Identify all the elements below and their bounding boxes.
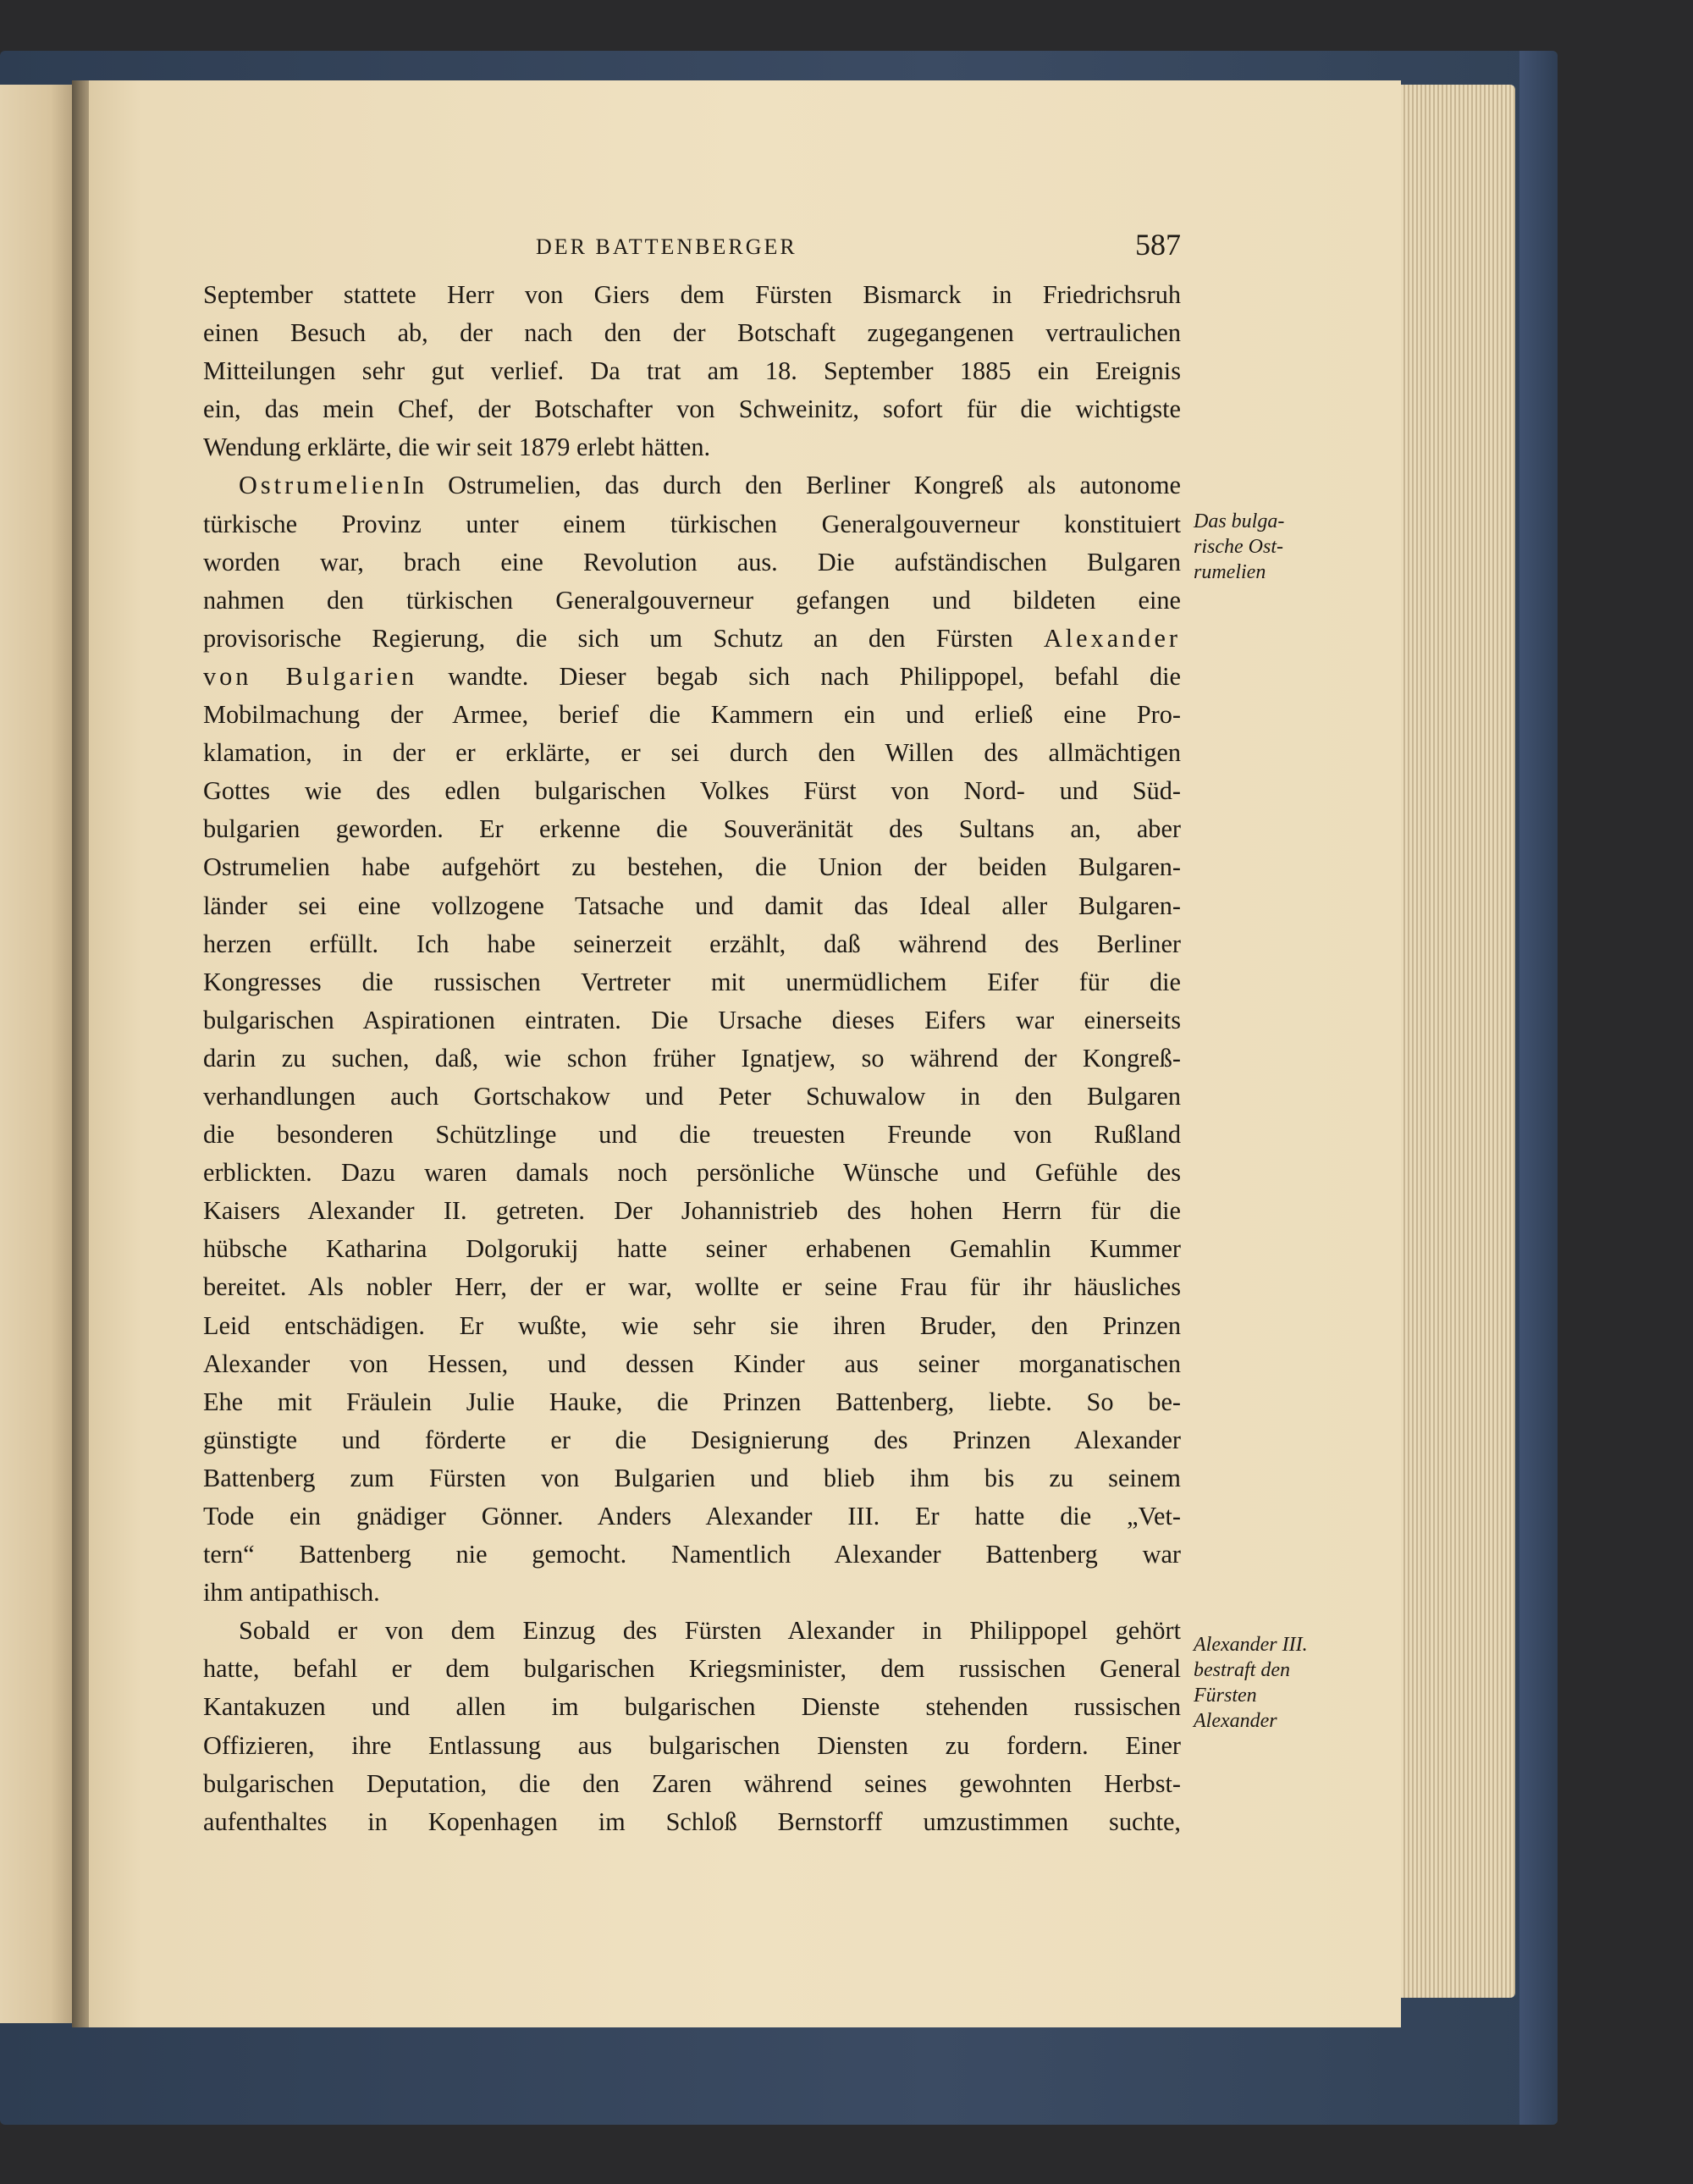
- margin-note-line: Alexander: [1194, 1710, 1277, 1732]
- line-rest: wandte. Dieser begab sich nach Philippopel, befahl die: [417, 661, 1181, 691]
- text-line: bulgarischen Aspirationen eintraten. Die Ursache dieses Eifers war einerseits: [203, 1005, 1181, 1034]
- text-line-ostrumelien: [203, 466, 1181, 505]
- margin-note-line: rumelien: [1194, 561, 1266, 583]
- line-rest: provisorische Regierung, die sich um Schutz an den Fürsten: [203, 623, 1044, 653]
- text-line-alexander: [203, 620, 1181, 658]
- text-line: günstigte und förderte er die Designierung des Prinzen Alexander: [203, 1425, 1181, 1454]
- text-line: Ehe mit Fräulein Julie Hauke, die Prinzen Battenberg, liebte. So be-: [203, 1387, 1181, 1416]
- left-page-edge: [0, 85, 72, 2023]
- running-head: DER BATTENBERGER: [536, 234, 797, 259]
- text-line: hatte, befahl er dem bulgarischen Kriegsminister, dem russischen General: [203, 1654, 1181, 1684]
- page-header: [203, 227, 1181, 269]
- margin-note-line: Alexander III.: [1194, 1634, 1308, 1656]
- text-line: länder sei eine vollzogene Tatsache und damit das Ideal aller Bulgaren-: [203, 891, 1181, 920]
- margin-note-line: rische Ost-: [1194, 536, 1283, 558]
- text-line-von-bulgarien: [203, 658, 1181, 696]
- text-line: Gottes wie des edlen bulgarischen Volkes Fürst von Nord- und Süd-: [203, 776, 1181, 806]
- text-line: türkische Provinz unter einem türkischen Generalgouverneur konstituiert: [203, 509, 1181, 538]
- text-line: verhandlungen auch Gortschakow und Peter Schuwalow in den Bulgaren: [203, 1081, 1181, 1111]
- text-line: worden war, brach eine Revolution aus. Die aufständischen Bulgaren: [203, 547, 1181, 576]
- text-line: Ostrumelien habe aufgehört zu bestehen, die Union der beiden Bulgaren-: [203, 852, 1181, 882]
- page-number: 587: [1135, 228, 1181, 262]
- margin-note-line: bestraft den: [1194, 1659, 1290, 1681]
- text-line: Kantakuzen und allen im bulgarischen Dienste stehenden russischen: [203, 1692, 1181, 1722]
- text-line: klamation, in der er erklärte, er sei durch den Willen des allmächtigen: [203, 738, 1181, 768]
- text-line: bulgarischen Deputation, die den Zaren während seines gewohnten Herbst-: [203, 1768, 1181, 1798]
- text-line: hübsche Katharina Dolgorukij hatte seiner erhabenen Gemahlin Kummer: [203, 1234, 1181, 1264]
- text-line: herzen erfüllt. Ich habe seinerzeit erzählt, daß während des Berliner: [203, 929, 1181, 958]
- text-line: Mitteilungen sehr gut verlief. Da trat am 18. September 1885 ein Ereignis: [203, 356, 1181, 386]
- text-line: Alexander von Hessen, und dessen Kinder aus seiner morganatischen: [203, 1348, 1181, 1378]
- text-line: aufenthaltes in Kopenhagen im Schloß Bernstorff umzustimmen suchte,: [203, 1806, 1181, 1836]
- spaced-word-von-bulgarien: von Bulgarien: [203, 661, 418, 691]
- text-line: Tode ein gnädiger Gönner. Anders Alexander III. Er hatte die „Vet-: [203, 1502, 1181, 1530]
- text-line: Kongresses die russischen Vertreter mit unermüdlichem Eifer für die: [203, 967, 1181, 996]
- text-line: Leid entschädigen. Er wußte, wie sehr sie ihren Bruder, den Prinzen: [203, 1310, 1181, 1340]
- text-line: Kaisers Alexander II. getreten. Der Johannistrieb des hohen Herrn für die: [203, 1196, 1181, 1226]
- spaced-word-alexander: Alexander: [1043, 623, 1181, 653]
- text-line: Wendung erklärte, die wir seit 1879 erlebt hätten.: [203, 433, 711, 462]
- text-line: ihm antipathisch.: [203, 1578, 380, 1608]
- text-line: darin zu suchen, daß, wie schon früher Ignatjew, so während der Kongreß-: [203, 1043, 1181, 1073]
- text-line: einen Besuch ab, der nach den der Botschaft zugegangenen vertraulichen: [203, 318, 1181, 348]
- text-line: ein, das mein Chef, der Botschafter von Schweinitz, sofort für die wichtigste: [203, 394, 1181, 424]
- margin-note-line: Das bulga-: [1194, 510, 1285, 532]
- margin-note-ostrumelien: [1194, 509, 1363, 585]
- text-line: bulgarien geworden. Er erkenne die Souveränität des Sultans an, aber: [203, 814, 1181, 844]
- spaced-word-ostrumelien: Ostrumelien: [239, 471, 403, 500]
- text-line: bereitet. Als nobler Herr, der er war, wollte er seine Frau für ihr häusliches: [203, 1272, 1181, 1302]
- line-rest: In Ostrumelien, das durch den Berliner Kongreß als autonome: [402, 471, 1181, 500]
- margin-note-alexander-iii: [1194, 1632, 1363, 1734]
- margin-note-line: Fürsten: [1194, 1685, 1257, 1707]
- text-line: die besonderen Schützlinge und die treuesten Freunde von Rußland: [203, 1120, 1181, 1150]
- text-line: Battenberg zum Fürsten von Bulgarien und blieb ihm bis zu seinem: [203, 1463, 1181, 1492]
- text-line: Sobald er von dem Einzug des Fürsten Alexander in Philippopel gehört: [239, 1616, 1181, 1646]
- body-text: [203, 276, 1181, 1841]
- text-line: Mobilmachung der Armee, berief die Kammern ein und erließ eine Pro-: [203, 700, 1181, 730]
- page-stack-edge: [1388, 85, 1515, 1998]
- text-line: September stattete Herr von Giers dem Fürsten Bismarck in Friedrichsruh: [203, 280, 1181, 309]
- text-line: tern“ Battenberg nie gemocht. Namentlich Alexander Battenberg war: [203, 1540, 1181, 1569]
- text-line: erblickten. Dazu waren damals noch persönliche Wünsche und Gefühle des: [203, 1158, 1181, 1188]
- book-cover-edge: [1519, 51, 1558, 2125]
- text-line: Offizieren, ihre Entlassung aus bulgarischen Diensten zu fordern. Einer: [203, 1730, 1181, 1760]
- text-line: nahmen den türkischen Generalgouverneur gefangen und bildeten eine: [203, 585, 1181, 615]
